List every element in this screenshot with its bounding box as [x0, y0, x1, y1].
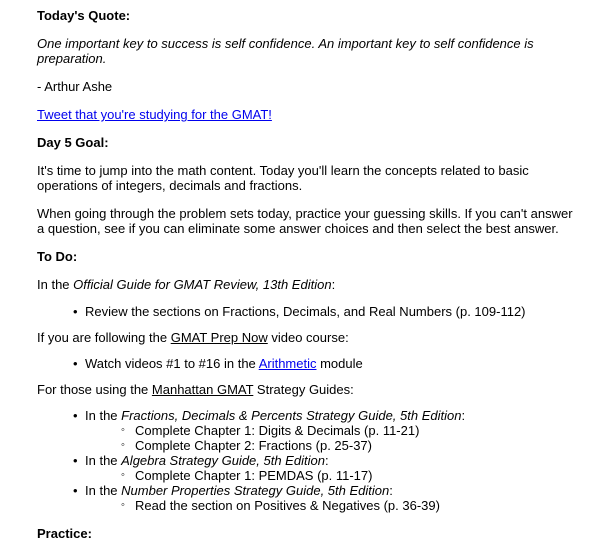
arithmetic-link[interactable]: Arithmetic — [258, 356, 317, 371]
official-guide-line — [37, 277, 600, 292]
todo-heading: To Do: — [37, 249, 78, 264]
quote-heading: Today's Quote: — [37, 8, 131, 23]
practice-heading: Practice: — [37, 526, 92, 541]
manhattan-gmat-link[interactable]: Manhattan GMAT — [151, 382, 254, 397]
gmat-prep-now-list — [37, 356, 600, 371]
sub-list-item: ◦ Read the section on Positives & Negatives (p. 36-39) — [37, 498, 600, 513]
mg-suffix: Strategy Guides: — [253, 382, 354, 397]
list-item: • Watch videos #1 to #16 in the Arithmetic module — [37, 356, 600, 371]
list-item: • In the Number Properties Strategy Guide, 5th Edition: — [37, 483, 600, 498]
gpn-suffix: video course: — [267, 330, 349, 345]
goal-paragraph-2: When going through the problem sets today, practice your guessing skills. If you can't answer a question, see if you can eliminate some answer choices and then select the best answer. — [37, 206, 573, 236]
quote-author: - Arthur Ashe — [37, 79, 113, 94]
manhattan-gmat-line — [37, 382, 600, 397]
official-guide-list — [37, 304, 600, 319]
og-title: Official Guide for GMAT Review, 13th Edition — [73, 277, 332, 292]
mg-prefix: For those using the — [37, 382, 152, 397]
og-prefix: In the — [37, 277, 74, 292]
list-item: • In the Fractions, Decimals & Percents Strategy Guide, 5th Edition: — [37, 408, 600, 423]
manhattan-gmat-list — [37, 408, 600, 513]
list-item: • In the Algebra Strategy Guide, 5th Edition: — [37, 453, 600, 468]
sub-list-item: ◦ Complete Chapter 1: PEMDAS (p. 11-17) — [37, 468, 600, 483]
gmat-prep-now-link[interactable]: GMAT Prep Now — [170, 330, 268, 345]
goal-heading: Day 5 Goal: — [37, 135, 109, 150]
gpn-prefix: If you are following the — [37, 330, 171, 345]
goal-paragraph-1: It's time to jump into the math content. Today you'll learn the concepts related to basic operations of integers, decimals and fractions. — [37, 163, 529, 193]
gmat-prep-now-line — [37, 330, 600, 345]
sub-list-item: ◦ Complete Chapter 2: Fractions (p. 25-37) — [37, 438, 600, 453]
sub-list-item: ◦ Complete Chapter 1: Digits & Decimals (p. 11-21) — [37, 423, 600, 438]
og-suffix: : — [331, 277, 336, 292]
quote-text: One important key to success is self confidence. An important key to self confidence is preparation. — [37, 36, 534, 66]
list-item: • Review the sections on Fractions, Decimals, and Real Numbers (p. 109-112) — [37, 304, 600, 319]
tweet-link[interactable]: Tweet that you're studying for the GMAT! — [37, 107, 272, 122]
